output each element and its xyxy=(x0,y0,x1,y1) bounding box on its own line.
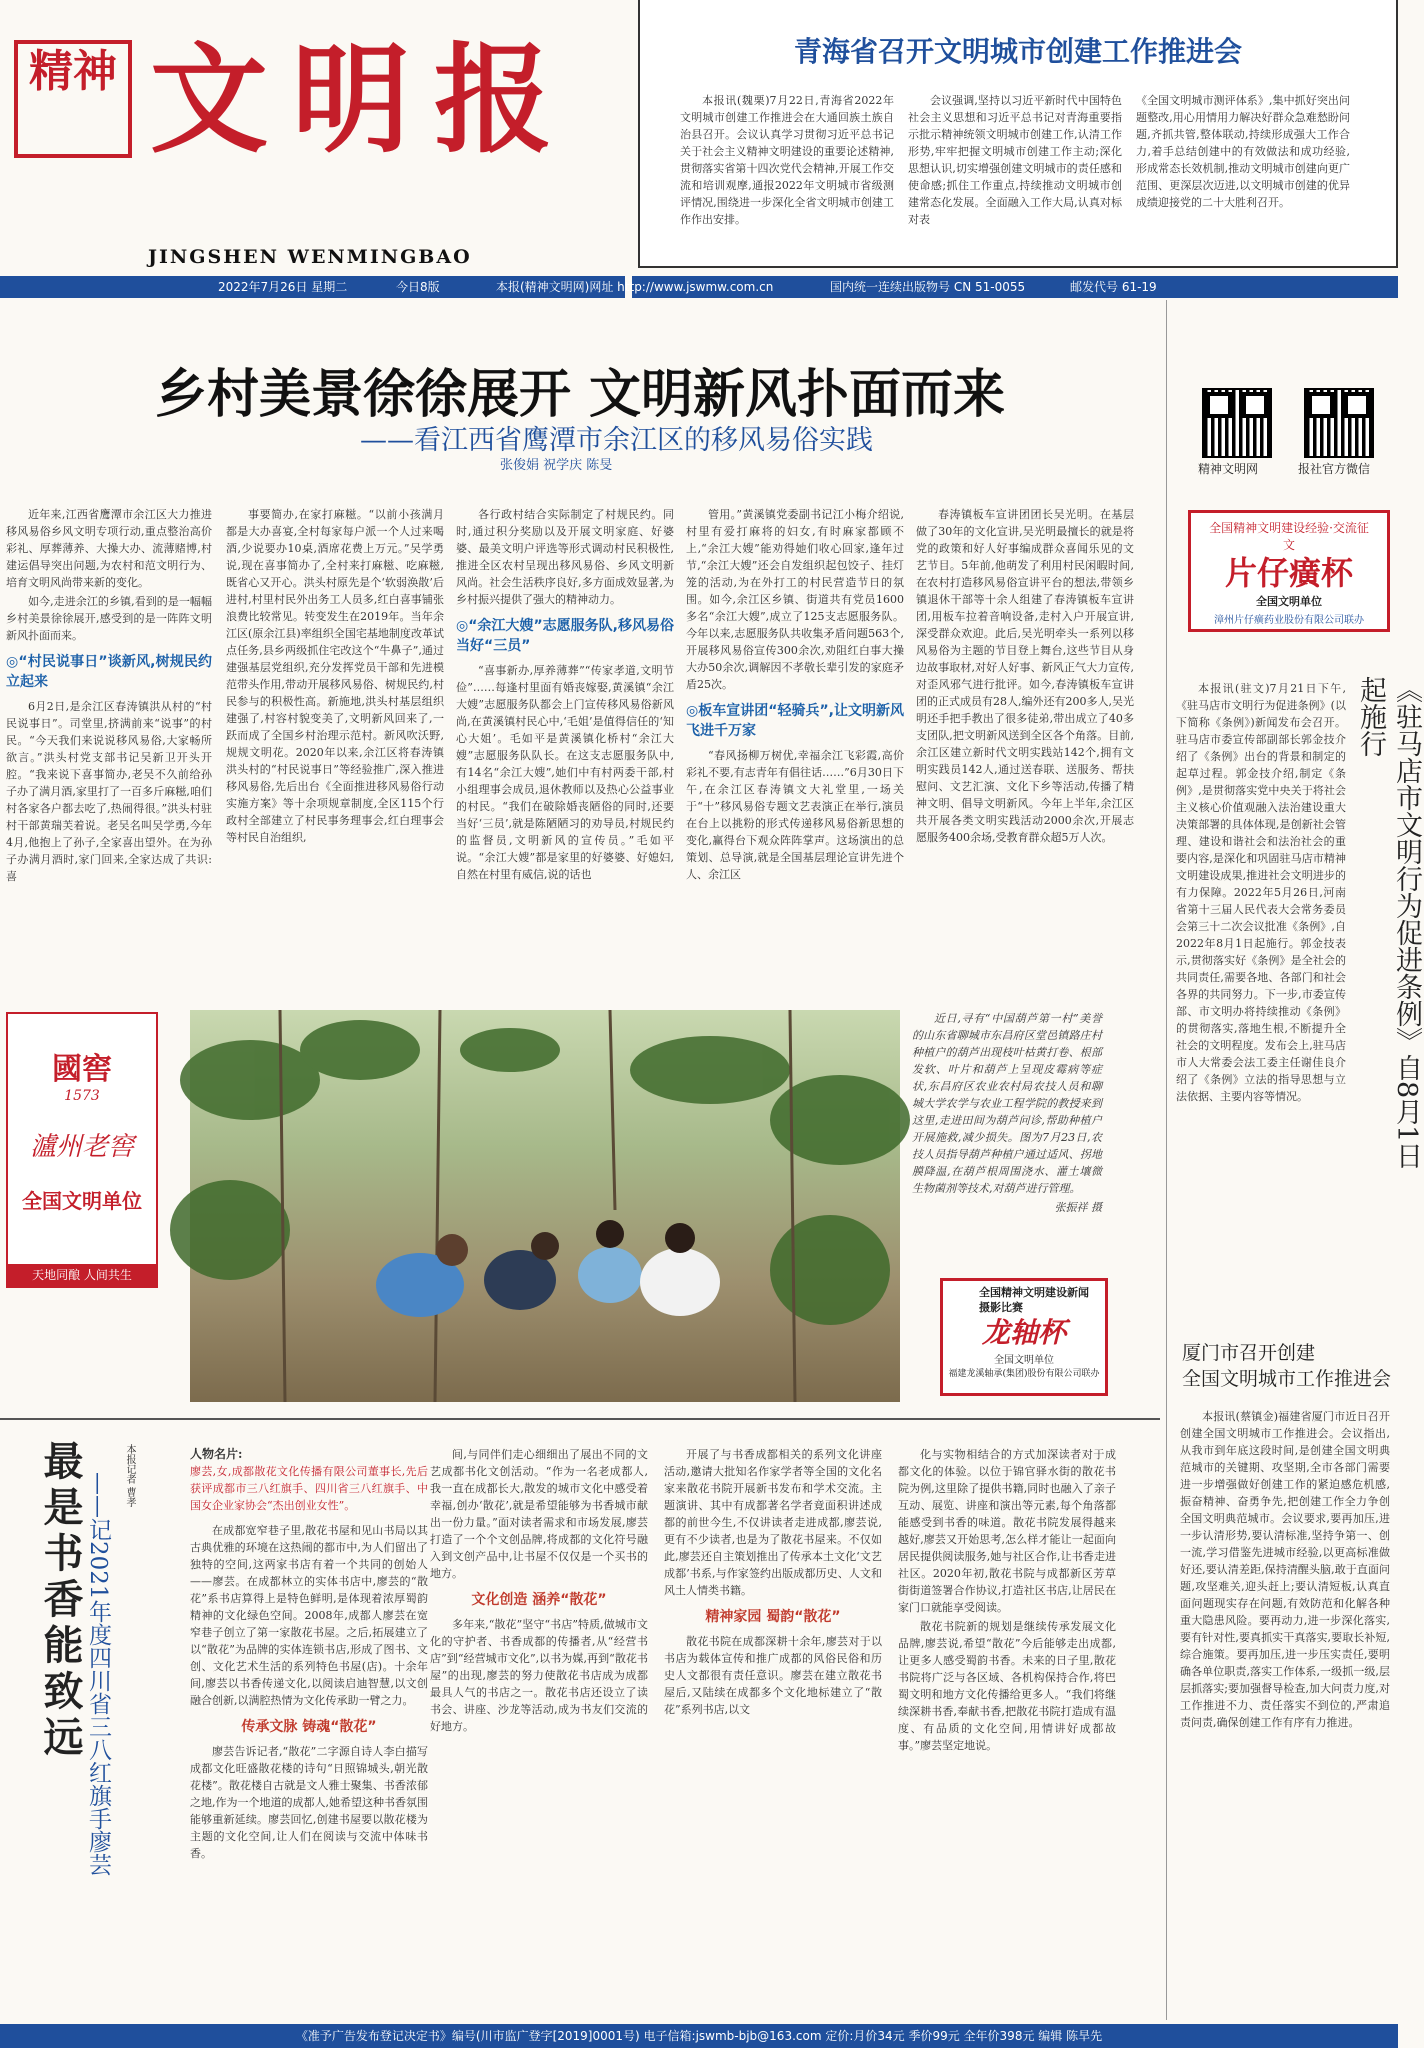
top-story-box xyxy=(638,0,1398,268)
xiamen-body: 本报讯(蔡镇金)福建省厦门市近日召开创建全国文明城市工作推进会。会议指出,从我市到年底这段时间,是创建全国文明典范城市的关键期、攻坚期,全市各部门需要进一步增强做好创建工作的紧迫感危机感,振奋精神、奋勇争先,把创建工作全力争创全国文明典范城市。会议要求,要再加压,进一步认清形势,要认清标准,坚持争第一、创一流,学习借鉴先进城市经验,以更高标准做好还,要认清差距,保持清醒头脑,敢于直面问题,攻坚难关,迎头赶上;要认清短板,认真直面问题现实存在问题,有效防范和化解各种重大隐患风险。要再动力,进一步深化落实,要有针对性,要真抓实干真落实,要取长补短,综合施策。要再加压,进一步压实责任,要明确各单位职责,落实工作体系,一级抓一级,层层抓落实;要加强督导检查,加大问责力度,对工作推进不力、责任落实不到位的,严肃追责问责,确保创建工作有序有力推进。 xyxy=(1180,1410,1390,1729)
top-story-col-1: 本报讯(魏栗)7月22日,青海省2022年文明城市创建工作推进会在大通回族土族自治县召开。会议认真学习贯彻习近平总书记关于社会主义精神文明建设的重要论述精神,贯彻落实省第十四次党代会精神,开展工作交流和培训观摩,通报2022年文明城市省级测评情况,围绕进一步深化全省文明城市创建工作作出安排。 xyxy=(680,94,894,226)
ad-title: 片仔癀杯 xyxy=(1224,554,1353,592)
longzhou-ad xyxy=(940,1278,1108,1396)
bottom-subhead-3: 精神家园 蜀韵“散花” xyxy=(705,1609,841,1625)
lead-col-3: 各行政村结合实际制定了村规民约。同时,通过积分奖励以及开展文明家庭、好婆婆、最美文明户评选等形式调动村民积极性,推进全区农村呈现出移风易俗、乡风文明新风尚。社会生活秩序良好,多方面成效显著,为乡村振兴提供了强大的精神动力。 ◎“余江大嫂”志愿服务队,移风易俗当好“三员” “喜事新办,厚养薄葬”“传家孝道,文明节俭”……每逢村里面有婚丧嫁娶,黄溪镇“余江大嫂”志愿服务队都会上门宣传移风易俗新风尚,在黄溪镇村民心中,‘毛姐’是值得信任的‘知心大姐’。毛如平是黄溪镇化桥村“余江大嫂”志愿服务队队长。在这支志愿服务队中,有14名“余江大嫂”,她们中有村两委干部,村小组理事会成员,退休教师以及热心公益事业的村民。“我们在破除婚丧陋俗的同时,还要当好‘三员’,就是陈陋陋习的劝导员,村规民约的监督员,文明新风的宣传员。”毛如平说。“余江大嫂”都是家里的好婆婆、好媳妇,自然在村里有威信,说的话也 xyxy=(456,508,674,881)
masthead-pinyin: JINGSHEN WENMINGBAO xyxy=(148,246,472,268)
cn-number: 国内统一连续出版物号 CN 51-0055 xyxy=(830,280,1026,294)
qr-code-website-icon[interactable] xyxy=(1202,388,1272,458)
photo-credit: 张振祥 摄 xyxy=(1054,1201,1102,1214)
lead-col-4: 管用。”黄溪镇党委副书记江小梅介绍说,村里有爱打麻将的妇女,有时麻家都顾不上,“余江大嫂”能劝得她们收心回家,逢年过节,“余江大嫂”还会自发组织起包饺子、挂灯笼的活动,为在外打工的村民营造节日的氛围。如今,余江区乡镇、街道共有党员1600多名“余江大嫂”,成立了125支志愿服务队。今年以来,志愿服务队共收集矛盾问题563个,开展移风易俗宣传300余次,劝阻红白事大操大办50余次,调解因不孝敬长辈引发的家庭矛盾25次。 ◎板车宣讲团“轻骑兵”,让文明新风飞进千万家 “春风扬柳万树优,幸福余江飞彩霞,高价彩礼不要,有志青年有倡往话……”6月30日下午,在余江区春涛镇文大礼堂里,一场关于“十”移风易俗专题文艺表演正在举行,演员在台上以挑粉的形式传递移风易俗新思想的变化,赢得台下观众阵阵掌声。这场演出的总策划、总导演,就是全国基层理论宣讲先进个人、余江区 xyxy=(686,508,904,881)
lead-col-5: 春涛镇板车宣讲团团长吴光明。在基层做了30年的文化宣讲,吴光明最擅长的就是将党的政策和好人好事编成群众喜闻乐见的文艺节目。5年前,他萌发了利用村民闲暇时间,在农村打造移风易俗宣讲平台的想法,带领乡镇退休干部等十余人组建了春涛镇板车宣讲团,用板车拉着音响设备,走村入户开展宣讲,深受群众欢迎。此后,吴光明牵头一系列以移风易俗为主题的节目登上舞台,这些节目从身边故事取材,对好人好事、新风正气大力宣传,对歪风邪气进行批评。如今,春涛镇板车宣讲团的正式成员有28人,编外还有200多人,吴光明还手把手教出了很多徒弟,带出成立了40多支团队,把文明新风送到全区各个角落。目前,余江区建立新时代文明实践站142个,拥有文明实践员142人,通过送春联、送服务、帮扶慰问、文艺汇演、文化下乡等活动,传播了精神文明、倡导文明新风。今年上半年,余江区共开展各类文明实践活动2000余次,开展志愿服务400余场,受教育群众超5万人次。 xyxy=(916,508,1134,844)
top-story-headline: 青海省召开文明城市创建工作推进会 xyxy=(793,35,1242,68)
ad-company: 漳州片仔癀药业股份有限公司联办 xyxy=(1214,615,1364,626)
photo-caption: 近日,寻有“中国葫芦第一村”美誉的山东省聊城市东昌府区堂邑镇路庄村种植户的葫芦出现枝叶枯黄打卷、根部发软、叶片和葫芦上呈现皮霉病等症状,东昌府区农业农村局农技人员和聊城大学农学与农业工程学院的教授来到这里,走进田间为葫芦问诊,帮助种植户开展施救,减少损失。图为7月23日,农技人员指导葫芦种植户通过适风、拐地膜降温,在葫芦根周围浇水、灌土壤微生物菌剂等技术,对葫芦进行管理。 张振祥 摄 xyxy=(912,1012,1102,1214)
masthead-info-bar-2 xyxy=(496,276,1398,298)
footer-bar: 《准予广告发布登记决定书》编号(川市监广登字[2019]0001号) 电子信箱:jswmb-bjb@163.com 定价:月价34元 季价99元 全年价398元 编辑 陈旱先 xyxy=(0,2024,1398,2048)
masthead-title: 文明报 xyxy=(150,30,577,169)
lead-headline: 乡村美景徐徐展开 文明新风扑面而来 xyxy=(154,365,1006,425)
top-story-col-2: 会议强调,坚持以习近平新时代中国特色社会主义思想和习近平总书记对青海重要指示批示精神统领文明城市创建工作,认清工作形势,牢牢把握文明城市创建工作主动;深化思想认识,切实增强创建文明城市的责任感和使命感;抓住工作重点,持续推动文明城市创建常态化发展。全面融入工作大局,认真对标对表 xyxy=(908,94,1122,226)
bottom-headline: 最是书香能致远 xyxy=(37,1440,84,1762)
pianzaihuang-ad xyxy=(1188,510,1390,632)
bottom-subhead-2: 文化创造 涵养“散花” xyxy=(471,1592,607,1608)
ad-sub: 全国精神文明建设新闻摄影比赛 xyxy=(979,1286,1089,1314)
ad-unit: 全国文明单位 xyxy=(22,1189,142,1213)
top-story-col-3: 《全国文明城市测评体系》,集中抓好突出问题整改,用心用情用力解决好群众急难愁盼问题,齐抓共管,整体联动,持续形成强大工作合力,着手总结创建中的有效做法和成功经验,形成常态长效机制,推动文明城市创建向更广范围、更深层次迈进,以文明城市创建的优异成绩迎接党的二十大胜利召开。 xyxy=(1136,94,1350,209)
lead-col-1: 近年来,江西省鹰潭市余江区大力推进移风易俗乡风文明专项行动,重点整治高价彩礼、厚葬薄养、大操大办、流薄赌博,村建运倡导突出问题,为农村和范文明行为、培育文明风尚带来新的变化。 如今,走进余江的乡镇,看到的是一幅幅乡村美景徐徐展开,感受到的是一阵阵文明新风扑面而来。 ◎“村民说事日”谈新风,树规民约立起来 6月2日,是余江区春涛镇洪从村的“村民说事日”。司堂里,挤满前来“说事”的村民。“今天我们来说说移风易俗,大家畅所欲言。”洪头村党支部书记吴新卫开头开腔。“我来说下喜事简办,老吴不久前给孙子办了满月酒,家里打了一百多斤麻糍,咱们村各家各户都去吃了,热闹得很。”洪头村驻村干部黄瑞芙着说。老吴名叫吴学勇,今年4月,他抱上了孙子,全家喜出望外。在为孙子办满月酒时,家门回来,全家达成了共识:喜 xyxy=(6,508,212,883)
qr-label-wechat: 报社官方微信 xyxy=(1298,462,1371,476)
ad-unit: 全国文明单位 xyxy=(1256,595,1322,608)
lead-subhead-3: ◎板车宣讲团“轻骑兵”,让文明新风飞进千万家 xyxy=(686,703,904,739)
ad-slogan: 天地同酿 人间共生 xyxy=(8,1264,156,1286)
bottom-col-1: 人物名片: 廖芸,女,成都散花文化传播有限公司董事长,先后获评成都市三八红旗手、四川省三八红旗手、中国女企业家协会“杰出创业女性”。 在成都宽窄巷子里,散花书屋和见山书局以其古典优雅的环境在这热闹的都市中,为人们留出了独特的空间,这两家书店有着一个共同的创始人——廖芸。在成都林立的实体书店中,廖芸的“散花”系书店算得上是特色鲜明,是体现着浓厚蜀韵精神的文化绿色空间。2008年,成都人廖芸在宽窄巷子创立了第一家散花书屋。之后,拓展建立了以“散花”为品牌的实体连锁书店,形成了图书、文创、文化艺术生活的系列特色书屋(店)。十余年间,廖芸以书香传递文化,以阅读启迪智慧,以文创融合创新,以满腔热情为文化传承助一臂之力。 传承文脉 铸魂“散花” 廖芸告诉记者,“散花”二字源自诗人李白描写成都文化旺盛散花楼的诗句“日照锦城头,朝光散花楼”。散花楼自古就是文人雅士聚集、书香浓郁之地,作为一个地道的成都人,她希望这种书香氛围能够重新延续。廖芸回忆,创建书屋要以散花楼为主题的文化空间,让人们在阅读与交流中体味书香。 xyxy=(190,1447,428,1860)
ad-company: 福建龙溪轴承(集团)股份有限公司联办 xyxy=(948,1369,1100,1379)
zhumadian-body: 本报讯(驻文)7月21日下午,《驻马店市文明行为促进条例》(以下简称《条例》)新闻发布会召开。驻马店市委宣传部副部长郭金技介绍了《条例》出台的背景和制定的起草过程。郭金技介绍,制定《条例》,是贯彻落实党中央关于将社会主义核心价值观融入法治建设重大决策部署的具体体现,是创新社会管理、建设和谐社会和法治社会的重要内容,是深化和巩固驻马店市精神文明建设成果,推进社会文明进步的有力保障。2022年5月26日,河南省第十三届人民代表大会常务委员会第三十二次会议批准《条例》,自2022年8月1日起施行。郭金技表示,贯彻落实好《条例》是全社会的共同责任,需要各地、各部门和社会各界的共同努力。下一步,市委宣传部、市文明办将持续推动《条例》的贯彻落实,落地生根,不断提升全社会的文明程度。发布会上,驻马店市人大常委会法工委主任谢佳良介绍了《条例》立法的指导思想与立法依据、主要内容等情况。 xyxy=(1176,682,1346,1103)
photo-illustration xyxy=(190,1010,900,1402)
ad-title: 龙轴杯 xyxy=(981,1316,1066,1349)
qr-label-website: 精神文明网 xyxy=(1198,462,1259,476)
section-divider xyxy=(0,1418,1160,1420)
lead-subhead-2: ◎“余江大嫂”志愿服务队,移风易俗当好“三员” xyxy=(456,618,674,654)
bottom-col-2: 间,与同伴们走心细细出了展出不同的文艺成都书化文创活动。“作为一名老成都人,我一直在成都长大,散发的城市文化中感受着幸福,创办‘散花’,就是希望能够为书香城市献出一份力量。”面对读者需求和市场发展,廖芸打造了一个个文创品牌,将成都的文化符号融入到文创产品中,让书屋不仅仅是一个买书的地方。 文化创造 涵养“散花” 多年来,“散花”坚守“书店”特质,做城市文化的守护者、书香成都的传播者,从“经营书店”到“经营城市文化”,以书为媒,再到“散花书屋”的出现,廖芸的努力使散花书店成为成都最具人气的书店之一。散花书店还设立了读书会、讲座、沙龙等活动,成为书友们交流的好地方。 xyxy=(430,1448,648,1733)
ad-brand-top: 國窖 xyxy=(52,1052,112,1087)
ad-brand: 瀘州老窖 xyxy=(29,1132,134,1162)
lead-byline: 张俊娟 祝学庆 陈旻 xyxy=(500,458,613,473)
lead-subhead-1: ◎“村民说事日”谈新风,树规民约立起来 xyxy=(6,654,212,690)
masthead-seal: 精神 xyxy=(14,40,132,158)
ad-year: 1573 xyxy=(64,1088,100,1104)
column-divider xyxy=(1166,300,1167,2020)
bottom-col-4: 化与实物相结合的方式加深读者对于成都文化的体验。以位于锦官驿水街的散花书院为例,这里除了提供书籍,同时也融入了亲子互动、展览、讲座和演出等元素,每个角落都能感受到书香的味道。散花书院发展得越来越好,廖芸又开始思考,怎么样才能让一起面向居民提供阅读服务,她与社区合作,让书香走进社区。2020年初,散花书院与成都新区芳草街街道签署合作协议,打造社区书店,让居民在家门口就能享受阅读。 散花书院新的规划是继续传承发展文化品牌,廖芸说,希望“散花”今后能够走出成都,让更多人感受蜀韵书香。未来的日子里,散花书院将广泛与各区域、各机构保持合作,将巴蜀文明和地方文化传播给更多人。“我们将继续深耕书香,奉献书香,把散花书院打造成有温度、有品质的文化空间,用情讲好成都故事。”廖芸坚定地说。 xyxy=(898,1448,1116,1752)
lead-col-2: 事要简办,在家打麻糍。“以前小孩满月都是大办喜宴,全村每家每户派一个人过来喝酒,少说要办10桌,酒席花费上万元。”吴学勇说,现在喜事简办了,全村来打麻糍、吃麻糍,既省心又开心。洪头村原先是个‘软弱涣散’后进村,村里村民外出务工人员多,红白喜事铺张浪费比较常见。转变发生在2019年。当年余江区(原余江县)率组织全国宅基地制度改革试点任务,县乡两级抓住宅改这个“牛鼻子”,通过建强基层党组织,充分发挥党员干部和先进模范带头作用,带动开展移风易俗、树规民约,村民参与的积极性高。新施地,洪头村基层组织建强了,村容村貌变美了,文明新风回来了,一跃而成了全国乡村治理示范村。新风吹沃野,规规文明花。2020年以来,余江区将春涛镇洪头村的“村民说事日”等经验推广,深入推进移风易俗,先后出台《全面推进移风易俗行动实施方案》等十余项规章制度,全区115个行政村全部建立了村民事务理事会,红白理事会等村民自治组织, xyxy=(226,508,444,844)
profile-label: 人物名片: xyxy=(190,1447,243,1461)
postal-code: 邮发代号 61-19 xyxy=(1070,280,1157,294)
ad-sub: 全国精神文明建设经验·交流征文 xyxy=(1209,521,1369,552)
news-photo xyxy=(190,1010,900,1402)
bottom-subhead-1: 传承文脉 铸魂“散花” xyxy=(241,1719,377,1735)
pages-count: 今日8版 xyxy=(396,280,440,294)
lead-subhead: ——看江西省鹰潭市余江区的移风易俗实践 xyxy=(360,425,873,456)
qr-code-wechat-icon[interactable] xyxy=(1304,388,1374,458)
profile-text: 廖芸,女,成都散花文化传播有限公司董事长,先后获评成都市三八红旗手、四川省三八红旗手、中国女企业家协会“杰出创业女性”。 xyxy=(190,1465,428,1512)
luzhou-laojiao-ad xyxy=(6,1012,158,1288)
xiamen-headline: 厦门市召开创建 全国文明城市工作推进会 xyxy=(1182,1342,1392,1390)
issue-date: 2022年7月26日 星期二 xyxy=(218,280,348,294)
ad-unit: 全国文明单位 xyxy=(994,1355,1054,1366)
bottom-subhead: ——记2021年度四川省三八红旗手廖芸 xyxy=(85,1472,111,1876)
bottom-col-3: 开展了与书香成都相关的系列文化讲座活动,邀请大批知名作家学者等全国的文化名家来散花书院开展新书发布和学术交流。主题演讲、其中有成都著名学者竟面积讲述成都的前世今生,不仅讲读者走进成都,廖芸说,更有不少读者,也是为了散花书屋来。不仅如此,廖芸还自主策划推出了传承本土文化‘文艺成都’书系,与作家签约出版成都历史、人文和风土人情类书籍。 精神家园 蜀韵“散花” 散花书院在成都深耕十余年,廖芸对于以书店为载体宣传和推广成都的风俗民俗和历史人文都很有责任意识。廖芸在建立散花书屋后,又陆续在成都多个文化地标建立了“散花”系列书店,以文 xyxy=(664,1448,882,1716)
website-link[interactable]: 本报(精神文明网)网址 http://www.jswmw.com.cn xyxy=(496,280,774,294)
zhumadian-headline: 《驻马店市文明行为促进条例》自8月1日起施行 xyxy=(1355,676,1422,1170)
bottom-reporter: 本报记者 曹孝 xyxy=(124,1444,135,1508)
